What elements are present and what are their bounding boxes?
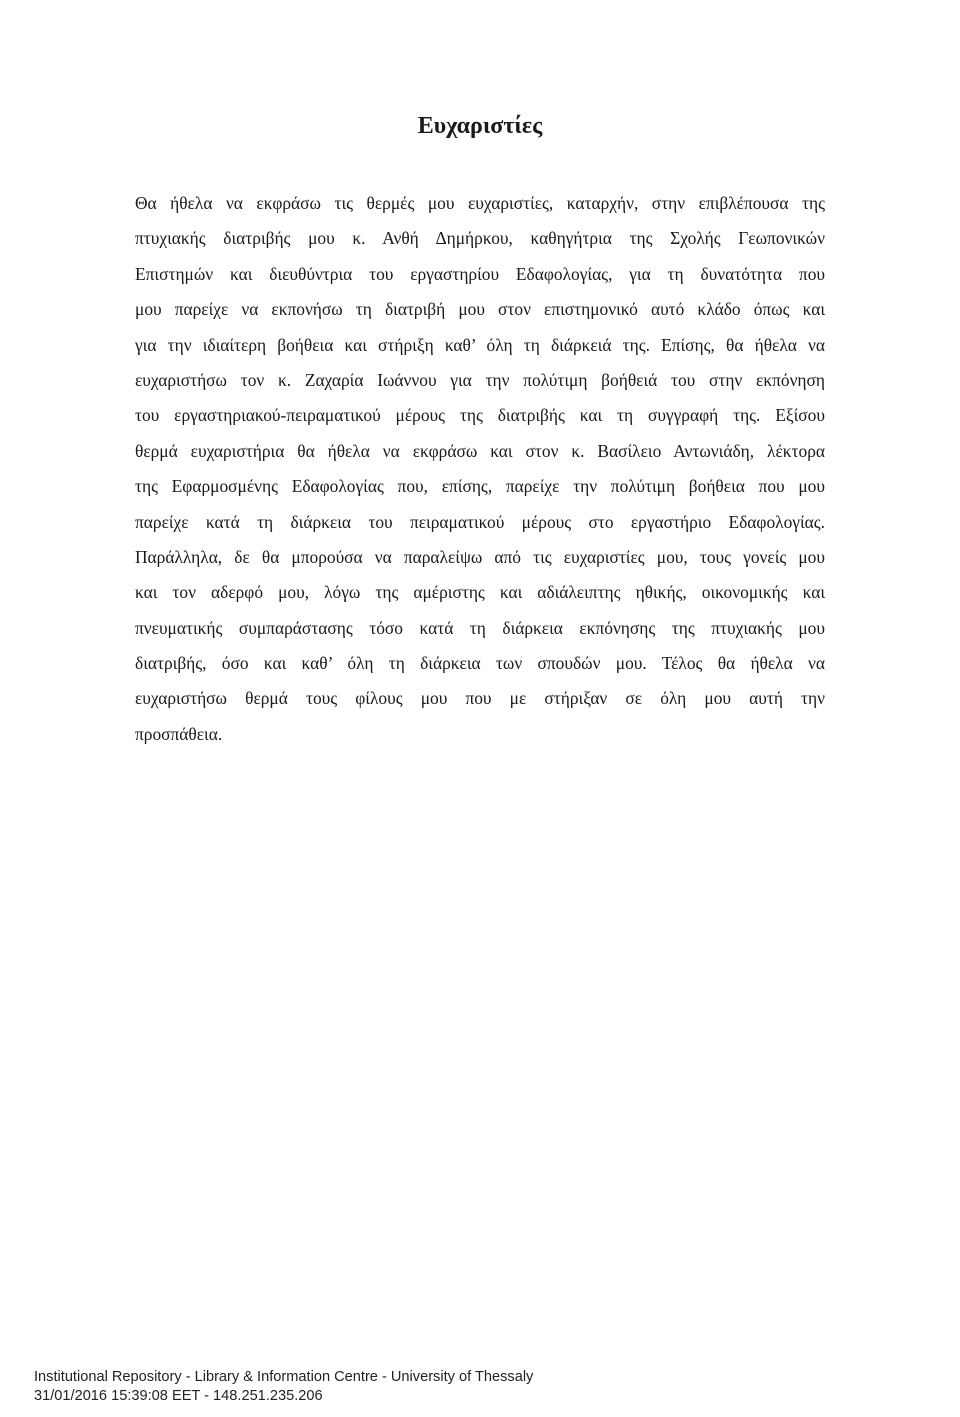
body-line: Θα ήθελα να εκφράσω τις θερμές μου ευχαριστίες, καταρχήν, στην επιβλέπουσα της	[135, 193, 825, 213]
acknowledgements-body	[135, 186, 825, 752]
body-line: πνευματικής συμπαράστασης τόσο κατά τη διάρκεια εκπόνησης της πτυχιακής μου	[135, 617, 825, 638]
repository-footer	[34, 1368, 533, 1406]
page-title: Ευχαριστίες	[417, 113, 543, 139]
body-line: Παράλληλα, δε θα μπορούσα να παραλείψω από τις ευχαριστίες μου, τους γονείς μου	[135, 546, 825, 567]
body-line: πτυχιακής διατριβής μου κ. Ανθή Δημήρκου, καθηγήτρια της Σχολής Γεωπονικών	[135, 228, 825, 249]
body-line: προσπάθεια.	[135, 723, 223, 744]
body-line: ευχαριστήσω τον κ. Ζαχαρία Ιωάννου για την πολύτιμη βοήθειά του στην εκπόνηση	[135, 369, 825, 390]
body-line: Επιστημών και διευθύντρια του εργαστηρίου Εδαφολογίας, για τη δυνατότητα που	[135, 263, 825, 284]
body-line: παρείχε κατά τη διάρκεια του πειραματικού μέρους στο εργαστήριο Εδαφολογίας.	[135, 511, 825, 532]
body-line: διατριβής, όσο και καθ’ όλη τη διάρκεια των σπουδών μου. Τέλος θα ήθελα να	[135, 653, 825, 674]
body-line: για την ιδιαίτερη βοήθεια και στήριξη καθ’ όλη τη διάρκειά της. Επίσης, θα ήθελα να	[135, 334, 825, 355]
body-line: θερμά ευχαριστήρια θα ήθελα να εκφράσω και στον κ. Βασίλειο Αντωνιάδη, λέκτορα	[135, 440, 825, 461]
body-line: μου παρείχε να εκπονήσω τη διατριβή μου στον επιστημονικό αυτό κλάδο όπως και	[135, 299, 825, 320]
body-line: του εργαστηριακού-πειραματικού μέρους της διατριβής και τη συγγραφή της. Εξίσου	[135, 405, 825, 426]
body-line: και τον αδερφό μου, λόγω της αμέριστης και αδιάλειπτης ηθικής, οικονομικής και	[135, 582, 825, 603]
footer-repository-text: Institutional Repository - Library & Information Centre - University of Thessaly	[34, 1369, 534, 1385]
body-line: ευχαριστήσω θερμά τους φίλους μου που με στήριξαν σε όλη μου αυτή την	[135, 688, 825, 709]
body-line: της Εφαρμοσμένης Εδαφολογίας που, επίσης, παρείχε την πολύτιμη βοήθεια που μου	[135, 476, 825, 497]
footer-timestamp-text: 31/01/2016 15:39:08 EET - 148.251.235.206	[34, 1388, 323, 1404]
